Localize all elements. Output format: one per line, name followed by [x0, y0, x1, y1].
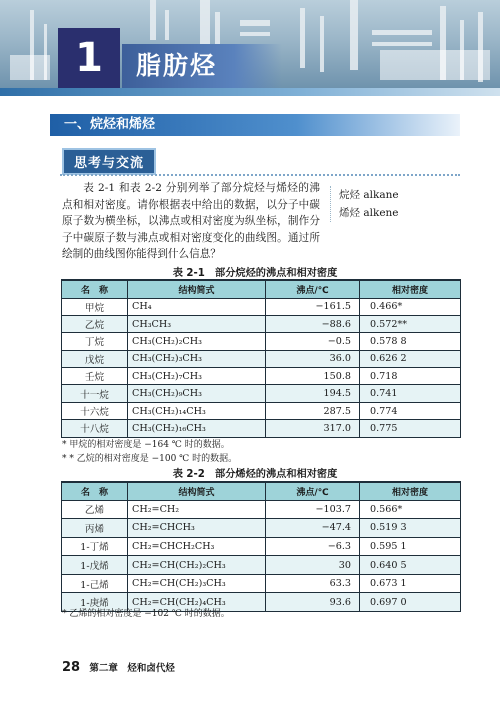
- cell-boiling-point: −103.7: [266, 500, 360, 519]
- table-row: [62, 519, 461, 538]
- alkene-table: [61, 481, 461, 612]
- table-row: [62, 350, 461, 367]
- cell-density: 0.572**: [360, 315, 461, 332]
- banner-stripe: [0, 88, 500, 96]
- intro-paragraph: [62, 180, 320, 263]
- cell-boiling-point: 287.5: [266, 402, 360, 419]
- col-header-structure: 结构简式: [128, 280, 266, 298]
- cell-structure: CH₂=CH₂: [128, 500, 266, 519]
- chapter-banner: [0, 0, 500, 88]
- cell-boiling-point: 194.5: [266, 385, 360, 402]
- col-header-structure: 结构简式: [128, 482, 266, 500]
- cell-boiling-point: −6.3: [266, 537, 360, 556]
- cell-name: 乙烷: [62, 315, 128, 332]
- table-row: [62, 556, 461, 575]
- table-row: [62, 298, 461, 315]
- cell-structure: CH₂=CHCH₂CH₃: [128, 537, 266, 556]
- cell-boiling-point: 30: [266, 556, 360, 575]
- cell-name: 乙烯: [62, 500, 128, 519]
- cell-structure: CH₃(CH₂)₃CH₃: [128, 350, 266, 367]
- col-header-density: 相对密度: [360, 482, 461, 500]
- section-heading: 一、烷烃和烯烃: [50, 114, 460, 136]
- table-row: [62, 574, 461, 593]
- chapter-title: 脂肪烃: [122, 44, 282, 88]
- glossary-alkane: 烷烃 alkane: [339, 189, 399, 201]
- cell-density: 0.466*: [360, 298, 461, 315]
- table-2-caption: 表 2-2 部分烯烃的沸点和相对密度: [172, 469, 338, 480]
- cell-name: 甲烷: [62, 298, 128, 315]
- think-discuss-header: [62, 148, 462, 170]
- alkane-table: [61, 279, 461, 438]
- cell-boiling-point: −88.6: [266, 315, 360, 332]
- cell-boiling-point: 63.3: [266, 574, 360, 593]
- cell-density: 0.595 1: [360, 537, 461, 556]
- col-header-boiling-point: 沸点/℃: [266, 280, 360, 298]
- cell-boiling-point: −47.4: [266, 519, 360, 538]
- cell-name: 1-庚烯: [62, 593, 128, 612]
- cell-structure: CH₂=CH(CH₂)₄CH₃: [128, 593, 266, 612]
- cell-name: 1-戊烯: [62, 556, 128, 575]
- cell-density: 0.741: [360, 385, 461, 402]
- cell-density: 0.640 5: [360, 556, 461, 575]
- cell-structure: CH₃(CH₂)₁₄CH₃: [128, 402, 266, 419]
- cell-structure: CH₃CH₃: [128, 315, 266, 332]
- cell-name: 十六烷: [62, 402, 128, 419]
- cell-boiling-point: 317.0: [266, 420, 360, 437]
- intro-text: 表 2-1 和表 2-2 分别列举了部分烷烃与烯烃的沸点和相对密度。请你根据表中给出的数据，以分子中碳原子数为横坐标，以沸点或相对密度为纵坐标，制作分子中碳原子数与沸点或相对密度变化的曲线图。通过所绘制的曲线图你能得到什么信息？: [62, 182, 320, 261]
- cell-name: 戊烷: [62, 350, 128, 367]
- cell-density: 0.775: [360, 420, 461, 437]
- cell-density: 0.673 1: [360, 574, 461, 593]
- table-row: [62, 420, 461, 437]
- cell-structure: CH₂=CH(CH₂)₂CH₃: [128, 556, 266, 575]
- cell-name: 丁烷: [62, 333, 128, 350]
- table-row: [62, 402, 461, 419]
- table-row: [62, 385, 461, 402]
- cell-density: 0.626 2: [360, 350, 461, 367]
- cell-structure: CH₂=CHCH₃: [128, 519, 266, 538]
- glossary-alkene: 烯烃 alkene: [339, 207, 399, 219]
- cell-name: 壬烷: [62, 368, 128, 385]
- chapter-running-title: 第二章 烃和卤代烃: [89, 663, 175, 674]
- cell-structure: CH₃(CH₂)₇CH₃: [128, 368, 266, 385]
- cell-density: 0.697 0: [360, 593, 461, 612]
- cell-structure: CH₃(CH₂)₁₆CH₃: [128, 420, 266, 437]
- cell-boiling-point: 36.0: [266, 350, 360, 367]
- cell-structure: CH₃(CH₂)₂CH₃: [128, 333, 266, 350]
- cell-boiling-point: −0.5: [266, 333, 360, 350]
- cell-structure: CH₂=CH(CH₂)₃CH₃: [128, 574, 266, 593]
- cell-name: 十八烷: [62, 420, 128, 437]
- cell-density: 0.519 3: [360, 519, 461, 538]
- cell-density: 0.718: [360, 368, 461, 385]
- table-row: [62, 500, 461, 519]
- cell-boiling-point: 93.6: [266, 593, 360, 612]
- table-row: [62, 333, 461, 350]
- cell-boiling-point: −161.5: [266, 298, 360, 315]
- table-1-footnote-2: * * 乙烷的相对密度是 −100 ℃ 时的数据。: [62, 454, 238, 464]
- col-header-boiling-point: 沸点/℃: [266, 482, 360, 500]
- dotted-divider: [60, 174, 460, 176]
- cell-density: 0.774: [360, 402, 461, 419]
- col-header-density: 相对密度: [360, 280, 461, 298]
- col-header-name: 名 称: [62, 482, 128, 500]
- cell-name: 1-丁烯: [62, 537, 128, 556]
- think-discuss-label: 思考与交流: [62, 148, 156, 175]
- cell-name: 十一烷: [62, 385, 128, 402]
- glossary-sidebar: [330, 186, 460, 222]
- cell-name: 丙烯: [62, 519, 128, 538]
- cell-boiling-point: 150.8: [266, 368, 360, 385]
- table-1-caption: 表 2-1 部分烷烃的沸点和相对密度: [172, 268, 338, 279]
- table-row: [62, 368, 461, 385]
- table-row: [62, 537, 461, 556]
- page-number: 28: [62, 660, 81, 675]
- cell-structure: CH₃(CH₂)₉CH₃: [128, 385, 266, 402]
- cell-density: 0.566*: [360, 500, 461, 519]
- cell-structure: CH₄: [128, 298, 266, 315]
- col-header-name: 名 称: [62, 280, 128, 298]
- cell-name: 1-己烯: [62, 574, 128, 593]
- table-1-footnote-1: * 甲烷的相对密度是 −164 ℃ 时的数据。: [62, 440, 230, 450]
- table-2-footnote: * 乙烯的相对密度是 −102 ℃ 时的数据。: [62, 609, 230, 619]
- table-row: [62, 315, 461, 332]
- cell-density: 0.578 8: [360, 333, 461, 350]
- chapter-number: 1: [58, 28, 120, 88]
- page-footer: [62, 660, 175, 675]
